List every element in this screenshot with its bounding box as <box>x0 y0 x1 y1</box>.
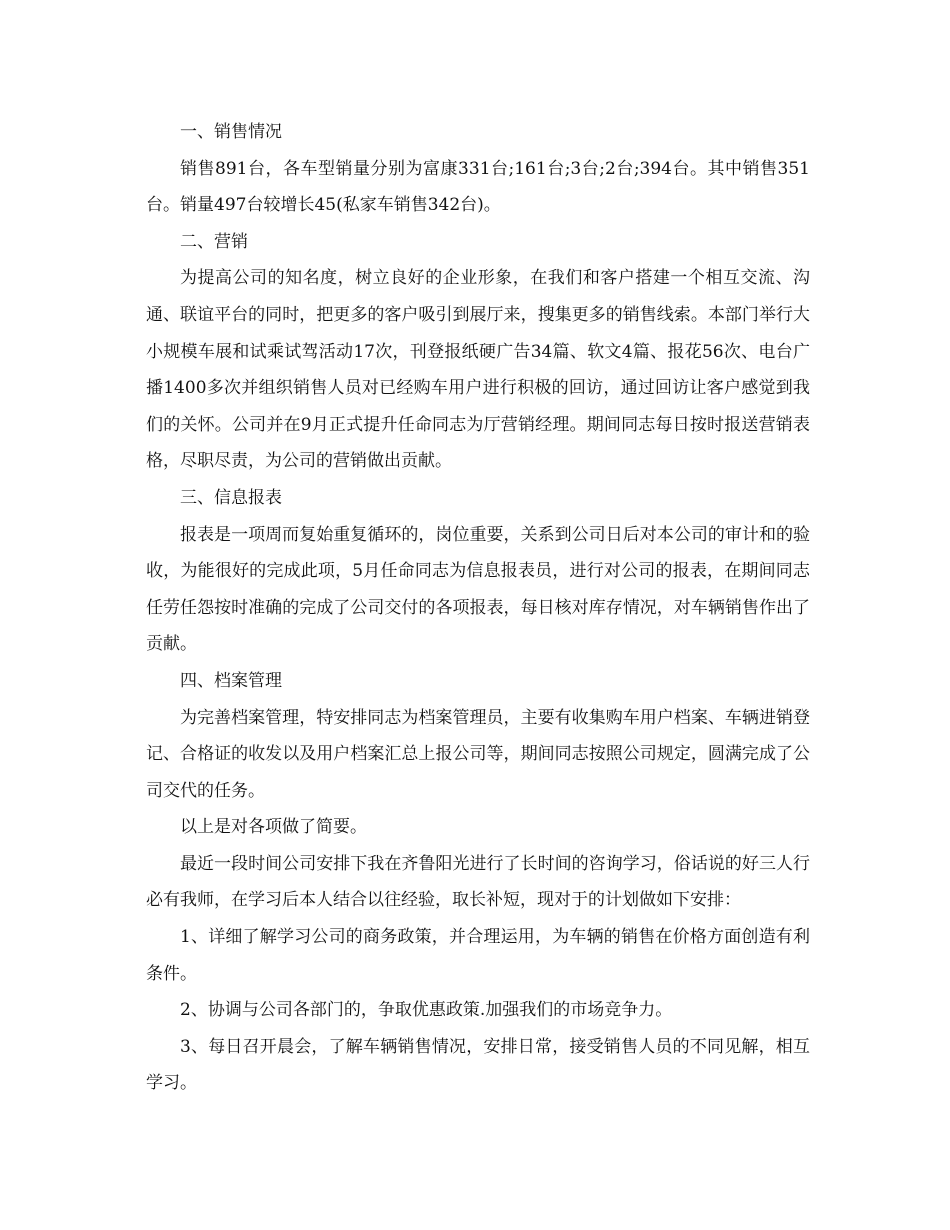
plan-item-1: 1、详细了解学习公司的商务政策，并合理运用，为车辆的销售在价格方面创造有利条件。 <box>146 927 810 984</box>
paragraph-reports: 报表是一项周而复始重复循环的，岗位重要，关系到公司日后对本公司的审计和的验收，为能很好的完成此项，5月任命同志为信息报表员，进行对公司的报表，在期间同志任劳任怨按时准确的完成了公司交付的各项报表，每日核对库存情况，对车辆销售作出了贡献。 <box>146 524 810 655</box>
section-heading-reports: 三、信息报表 <box>180 487 282 508</box>
section-heading-marketing: 二、营销 <box>180 231 248 252</box>
plan-item-2: 2、协调与公司各部门的，争取优惠政策.加强我们的市场竞争力。 <box>180 1000 673 1021</box>
paragraph-marketing: 为提高公司的知名度，树立良好的企业形象，在我们和客户搭建一个相互交流、沟通、联谊平台的同时，把更多的客户吸引到展厅来，搜集更多的销售线索。本部门举行大小规模车展和试乘试驾活动17次，刊登报纸硬广告34篇、软文4篇、报花56次、电台广播1400多次并组织销售人员对已经购车用户进行积极的回访，通过回访让客户感觉到我们的关怀。公司并在9月正式提升任命同志为厅营销经理。期间同志每日按时报送营销表格，尽职尽责，为公司的营销做出贡献。 <box>146 268 810 472</box>
plan-item-3: 3、每日召开晨会，了解车辆销售情况，安排日常，接受销售人员的不同见解，相互学习。 <box>146 1036 810 1094</box>
paragraph-summary: 以上是对各项做了简要。 <box>180 817 367 838</box>
section-heading-sales: 一、销售情况 <box>180 122 282 142</box>
document-body <box>146 114 810 1102</box>
section-heading-archives: 四、档案管理 <box>180 670 282 691</box>
paragraph-archives: 为完善档案管理，特安排同志为档案管理员，主要有收集购车用户档案、车辆进销登记、合格证的收发以及用户档案汇总上报公司等，期间同志按照公司规定，圆满完成了公司交代的任务。 <box>146 707 810 801</box>
paragraph-plan-intro: 最近一段时间公司安排下我在齐鲁阳光进行了长时间的咨询学习，俗话说的好三人行必有我师，在学习后本人结合以往经验，取长补短，现对于的计划做如下安排： <box>146 853 810 911</box>
paragraph-sales: 销售891台，各车型销量分别为富康331台;161台;3台;2台;394台。其中销售351台。销量497台较增长45(私家车销售342台)。 <box>146 158 810 216</box>
